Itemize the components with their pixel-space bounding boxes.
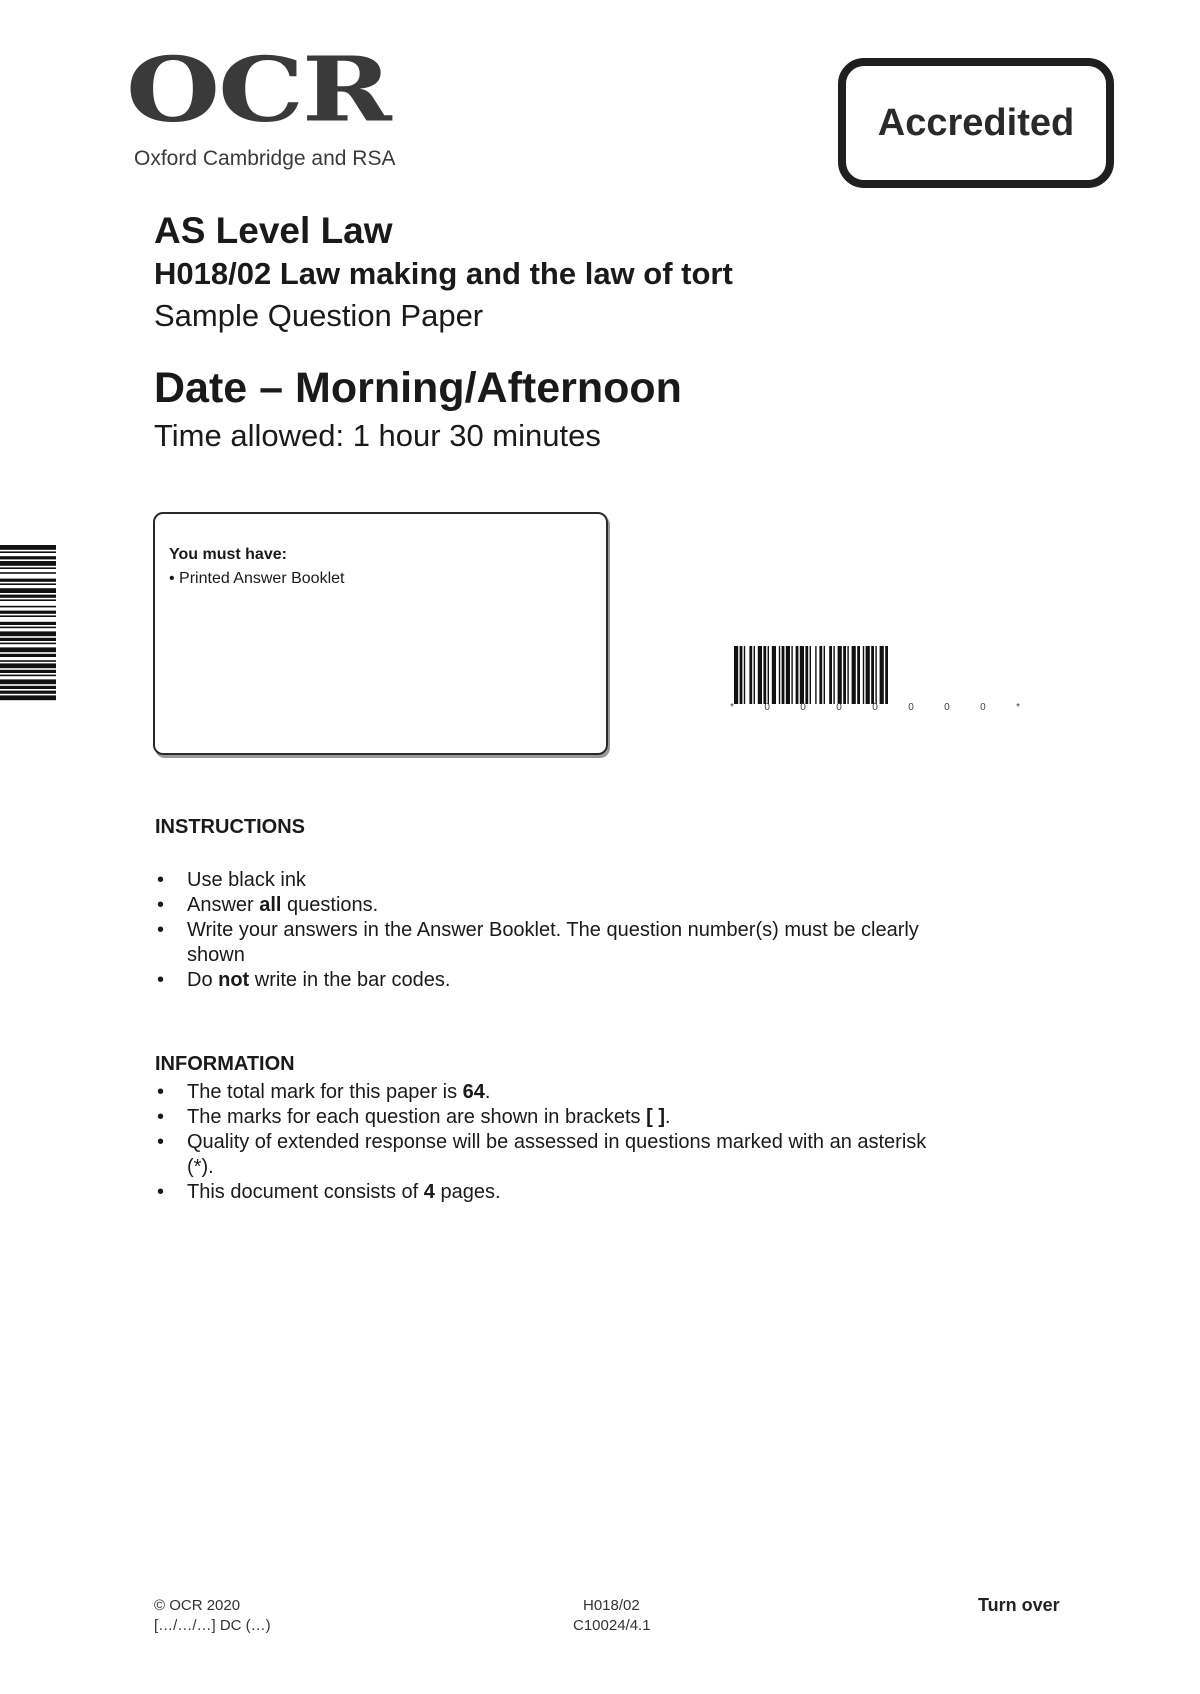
paper-date: Date – Morning/Afternoon (154, 364, 682, 412)
must-have-box (153, 512, 608, 755)
barcode-bar (0, 686, 56, 689)
barcode-digit: * (730, 702, 734, 713)
information-heading: INFORMATION (155, 1053, 295, 1075)
accredited-badge (838, 58, 1114, 188)
paper-level: AS Level Law (154, 210, 393, 251)
paper-code-title: H018/02 Law making and the law of tort (154, 256, 733, 291)
barcode-bar (843, 646, 846, 704)
barcode-digit: 0 (908, 702, 914, 713)
barcode-bar (880, 646, 884, 704)
barcode-bar (857, 646, 860, 704)
barcode-bar (852, 646, 856, 704)
barcode-bar (0, 663, 56, 668)
barcode-bar (0, 561, 56, 566)
footer-copyright: © OCR 2020 (154, 1597, 241, 1614)
barcode-bar (805, 646, 808, 704)
barcode-bar (800, 646, 804, 704)
barcode-bar (838, 646, 842, 704)
barcode-bar (0, 595, 56, 598)
ocr-logo-wordmark: OCR (126, 38, 390, 142)
barcode-bar (0, 695, 56, 700)
barcode-bar (0, 627, 56, 629)
barcode-bar (875, 646, 876, 704)
barcode-bar (0, 588, 56, 593)
barcode-bar (0, 643, 56, 645)
barcode-digits (730, 702, 1020, 713)
barcode-bar (0, 599, 56, 601)
barcode-digit: 0 (944, 702, 950, 713)
barcode-bar (772, 646, 776, 704)
paper-type: Sample Question Paper (154, 298, 484, 333)
barcode-bar (866, 646, 870, 704)
barcode-bar (786, 646, 790, 704)
list-item: • The marks for each question are shown in brackets [ ]. (157, 1106, 671, 1128)
list-item: • Use black ink (157, 869, 306, 891)
barcode-bar (829, 646, 832, 704)
instructions-list (155, 868, 955, 993)
barcode-bar (833, 646, 834, 704)
barcode-bar (819, 646, 822, 704)
barcode-bar (810, 646, 811, 704)
barcode-bar (0, 654, 56, 657)
barcode-bar (754, 646, 755, 704)
barcode-bar (0, 638, 56, 641)
list-item: • Write your answers in the Answer Booklet. The question number(s) must be clearly shown (157, 919, 919, 966)
barcode-bar (824, 646, 825, 704)
barcode-bar (749, 646, 752, 704)
barcode-bar (0, 660, 56, 662)
list-item: • Answer all questions. (157, 894, 379, 916)
list-item: • Quality of extended response will be assessed in questions marked with an asterisk (*). (157, 1131, 927, 1178)
barcode-bar (885, 646, 888, 704)
barcode-bar (0, 631, 56, 636)
barcode-bar (0, 622, 56, 625)
turn-over-label: Turn over (978, 1595, 1060, 1615)
barcode-digit: 0 (872, 702, 878, 713)
barcode-bar (871, 646, 874, 704)
footer-reference: […/…/…] DC (…) (154, 1617, 271, 1634)
barcode-bar (758, 646, 762, 704)
list-item: • This document consists of 4 pages. (157, 1181, 501, 1203)
barcode-bar (0, 679, 56, 684)
time-allowed: Time allowed: 1 hour 30 minutes (154, 418, 601, 453)
barcode-bar (0, 611, 56, 614)
barcode-digit: 0 (800, 702, 806, 713)
footer-paper-code: H018/02 (583, 1597, 640, 1614)
barcode-bar (0, 647, 56, 652)
barcode-bar (0, 551, 56, 553)
barcode-bar (779, 646, 780, 704)
instructions-heading: INSTRUCTIONS (155, 816, 305, 838)
barcode-bar (782, 646, 785, 704)
barcode-bar (0, 567, 56, 569)
footer-document-code: C10024/4.1 (573, 1617, 651, 1634)
main-barcode (734, 646, 1014, 704)
must-have-item: • Printed Answer Booklet (169, 570, 345, 587)
barcode-bar (0, 606, 56, 608)
barcode-bar (763, 646, 766, 704)
side-barcode (0, 545, 56, 773)
barcode-bar (863, 646, 864, 704)
barcode-digit: 0 (836, 702, 842, 713)
barcode-bar (744, 646, 745, 704)
information-list (155, 1080, 955, 1205)
barcode-bar (847, 646, 848, 704)
barcode-bar (796, 646, 799, 704)
barcode-bar (791, 646, 792, 704)
barcode-bar (740, 646, 743, 704)
list-item: • The total mark for this paper is 64. (157, 1081, 491, 1103)
barcode-bar (0, 675, 56, 677)
ocr-logo-subtitle: Oxford Cambridge and RSA (134, 147, 396, 170)
barcode-bar (734, 646, 738, 704)
barcode-bar (0, 579, 56, 582)
must-have-heading: You must have: (169, 546, 287, 563)
barcode-bar (815, 646, 816, 704)
barcode-digit: 0 (980, 702, 986, 713)
barcode-digit: * (1016, 702, 1020, 713)
barcode-bar (0, 670, 56, 673)
accredited-label: Accredited (877, 101, 1075, 144)
barcode-bar (768, 646, 769, 704)
barcode-bar (0, 615, 56, 617)
barcode-bar (0, 572, 56, 574)
list-item: • Do not write in the bar codes. (157, 969, 451, 991)
barcode-bar (0, 583, 56, 585)
barcode-bar (0, 556, 56, 559)
barcode-bar (0, 545, 56, 550)
barcode-bar (0, 691, 56, 694)
barcode-digit: 0 (764, 702, 770, 713)
